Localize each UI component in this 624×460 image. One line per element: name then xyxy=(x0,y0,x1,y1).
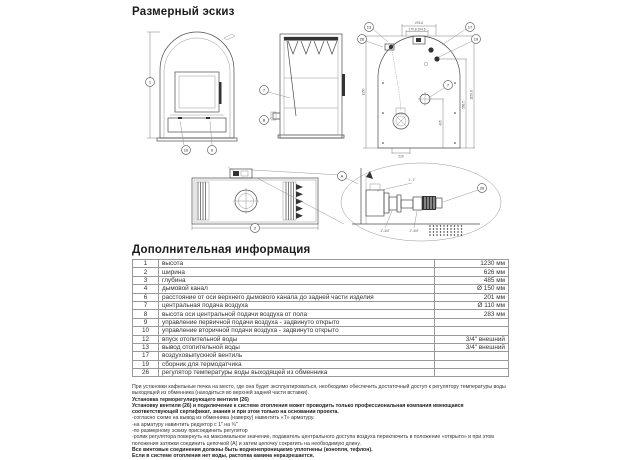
callout-detail-regulator xyxy=(478,184,487,193)
row-value xyxy=(435,327,509,335)
detail-view xyxy=(338,163,502,241)
svg-text:10: 10 xyxy=(183,147,189,153)
svg-text:7: 7 xyxy=(262,87,266,93)
callout-central-air xyxy=(260,86,269,95)
dim-detail-left: 1"-3/4" xyxy=(380,229,390,233)
table-row xyxy=(133,310,509,318)
row-number: 3 xyxy=(133,276,159,284)
row-number: 2 xyxy=(133,268,159,276)
additional-info-table xyxy=(132,259,509,377)
callout-air-vent xyxy=(466,23,475,32)
dim-bottom-offset: 220 xyxy=(398,154,404,159)
table-row xyxy=(133,260,509,268)
row-description: вывод отопительной воды xyxy=(159,343,435,351)
row-number: 6 xyxy=(133,293,159,301)
row-value: 201 мм xyxy=(435,293,509,301)
svg-text:17: 17 xyxy=(467,24,473,30)
row-value: 1230 мм xyxy=(435,260,509,268)
callout-width xyxy=(251,224,260,233)
row-description: расстояние от оси верхнего дымового канала до задней части изделия xyxy=(159,293,435,301)
row-number: 7 xyxy=(133,301,159,309)
section-title: Дополнительная информация xyxy=(132,244,311,256)
row-number: 19 xyxy=(133,360,159,368)
row-description: управление первичной подачи воздуха - задвинуто открыто xyxy=(159,318,435,326)
note-line: -согласно схеме на вывод из обменника (наверху) навинтить «Т» арматуру. xyxy=(132,415,315,422)
note-line: -по размерному эскизу присоединить регулятор xyxy=(132,428,248,435)
front-view xyxy=(146,32,238,155)
heat-exchanger-fins xyxy=(288,41,337,54)
heat-exchanger-band xyxy=(284,37,338,41)
callout-chain xyxy=(338,172,347,181)
side-door-handle xyxy=(342,74,345,96)
table-row xyxy=(133,285,509,293)
valve-body xyxy=(366,190,384,216)
central-air-pipe xyxy=(287,41,296,116)
water-outlet-port xyxy=(428,47,433,52)
callout-water-outlet xyxy=(365,23,374,32)
row-description: глубина xyxy=(159,276,435,284)
row-description: дымовой канал xyxy=(159,285,435,293)
row-description: центральная подача воздуха xyxy=(159,301,435,309)
callout-secondary-air xyxy=(182,146,191,155)
row-number: 4 xyxy=(133,285,159,293)
svg-text:26: 26 xyxy=(359,36,365,42)
note-line: При установки кафельные печка на место, где она будет эксплуатироваться, необходимо обеспечить достаточный доступ к регулятору температуры воды выходящей из обменника (находиться во верхней задней части вставки). xyxy=(132,384,506,397)
note-line: Установку вентиля (26) и подключение к системе отопления может проводить только профессиональная компания имеющаяся соответствующей сертификат, знания и при этом только на основании проекта. xyxy=(132,402,464,416)
row-description: впуск отопительной воды xyxy=(159,335,435,343)
note-line: Если в системе отопления нет воды, растопка камина неразрешается. xyxy=(132,453,315,460)
row-value: 283 мм xyxy=(435,310,509,318)
regulator-chain xyxy=(392,50,401,110)
row-number: 9 xyxy=(133,318,159,326)
svg-text:19: 19 xyxy=(473,36,479,42)
dim-top-width2: 170.8-194.6 xyxy=(408,27,426,32)
row-value xyxy=(435,318,509,326)
callout-height xyxy=(146,78,155,87)
callout-back-air xyxy=(444,81,453,90)
svg-text:A: A xyxy=(340,173,344,179)
row-value xyxy=(435,360,509,368)
row-description: регулятор температуры воды выходящей из обменника xyxy=(159,369,435,377)
row-number: 13 xyxy=(133,343,159,351)
stove-side-base xyxy=(278,135,344,138)
row-value: Ø 150 мм xyxy=(435,285,509,293)
table-row xyxy=(133,343,509,351)
note-line: -ролик регулятора повернуть на максимальное значение, подаватель центрального доступа воздуха переключить в положение «открыто» и при этом положения затяжки соединить цепочкой (А) и затем цепочку сократить на необходимую длину. xyxy=(132,434,494,447)
row-value: 485 мм xyxy=(435,276,509,284)
air-slider-right xyxy=(206,117,210,119)
air-inlet-elbow xyxy=(273,113,280,119)
row-value: 3/4" внешний xyxy=(435,343,509,351)
table-row xyxy=(133,369,509,377)
stove-base xyxy=(157,138,237,141)
callout-primary-air xyxy=(208,146,217,155)
row-value: Ø 110 мм xyxy=(435,301,509,309)
firebox-glass xyxy=(179,76,215,108)
installation-notes xyxy=(132,384,510,460)
note-line: Все винтовые соединения должны быть водненепроницаемо уплотнены (конопля, тефлон). xyxy=(132,446,373,453)
row-description: воздуховыпускной вентиль xyxy=(159,352,435,360)
stove-front-outline xyxy=(160,32,234,138)
table-row xyxy=(133,318,509,326)
svg-text:1: 1 xyxy=(148,79,152,85)
door-handle xyxy=(219,82,222,104)
callout-air-height xyxy=(260,116,269,125)
row-number: 1 xyxy=(133,260,159,268)
row-number: 8 xyxy=(133,310,159,318)
ash-drawer-panel xyxy=(168,118,226,132)
dim-detail-right: 1"-3/4" xyxy=(409,229,419,233)
firebox-window xyxy=(175,72,219,112)
perforated-plate xyxy=(429,225,462,235)
row-description: высота оси центральной подачи воздуха от пола xyxy=(159,310,435,318)
table-row xyxy=(133,352,509,360)
table-row xyxy=(133,327,509,335)
dim-right-height: 1150.8 xyxy=(469,90,474,100)
row-value: 3/4" внешний xyxy=(435,335,509,343)
svg-text:2: 2 xyxy=(253,225,257,231)
row-value: 626 мм xyxy=(435,268,509,276)
right-convection-grill xyxy=(283,182,296,220)
note-line: Установка терморегулирующего вентиля (26) xyxy=(132,396,249,403)
row-value xyxy=(435,352,509,360)
dim-right-mid: 566.5 xyxy=(461,101,466,109)
top-view xyxy=(192,167,344,233)
note-line: -на арматуру навинтить редуктор с 1" на ¾" xyxy=(132,421,238,428)
callout-sensor-pocket xyxy=(472,35,481,44)
svg-text:13: 13 xyxy=(366,24,372,30)
svg-text:9: 9 xyxy=(210,147,214,153)
back-view xyxy=(358,21,481,158)
row-number: 17 xyxy=(133,352,159,360)
page-title: Размерный эскиз xyxy=(132,6,235,18)
sawtooth-fins xyxy=(296,184,303,219)
reducer-pipe xyxy=(401,200,413,208)
table-row xyxy=(133,268,509,276)
row-description: ширина xyxy=(159,268,435,276)
table-row xyxy=(133,276,509,284)
row-number: 12 xyxy=(133,335,159,343)
table-row xyxy=(133,293,509,301)
dim-left-height: 1150 xyxy=(361,88,366,96)
water-inlet-port xyxy=(434,56,439,61)
air-slider-left xyxy=(178,117,182,119)
callout-regulator xyxy=(358,35,367,44)
row-value xyxy=(435,369,509,377)
side-view xyxy=(260,34,346,138)
dimensional-drawing xyxy=(130,20,510,242)
dim-top-width: 276.6 xyxy=(415,21,423,26)
dim-center-height: 495 xyxy=(438,120,443,126)
row-number: 10 xyxy=(133,327,159,335)
row-number: 26 xyxy=(133,369,159,377)
stove-side-outline xyxy=(280,34,342,138)
table-row xyxy=(133,360,509,368)
table-row xyxy=(133,301,509,309)
svg-text:26: 26 xyxy=(479,185,485,191)
detail-bubble xyxy=(341,163,501,241)
svg-text:8: 8 xyxy=(262,117,266,123)
row-description: управление вторичной подачи воздуха - задвинуто открыто xyxy=(159,327,435,335)
table-row xyxy=(133,335,509,343)
flue-stub xyxy=(224,34,235,40)
row-description: сборник для термодатчика xyxy=(159,360,435,368)
dim-detail-top: 1 - 1" xyxy=(408,178,416,182)
svg-text:7: 7 xyxy=(446,82,450,88)
row-description: высота xyxy=(159,260,435,268)
